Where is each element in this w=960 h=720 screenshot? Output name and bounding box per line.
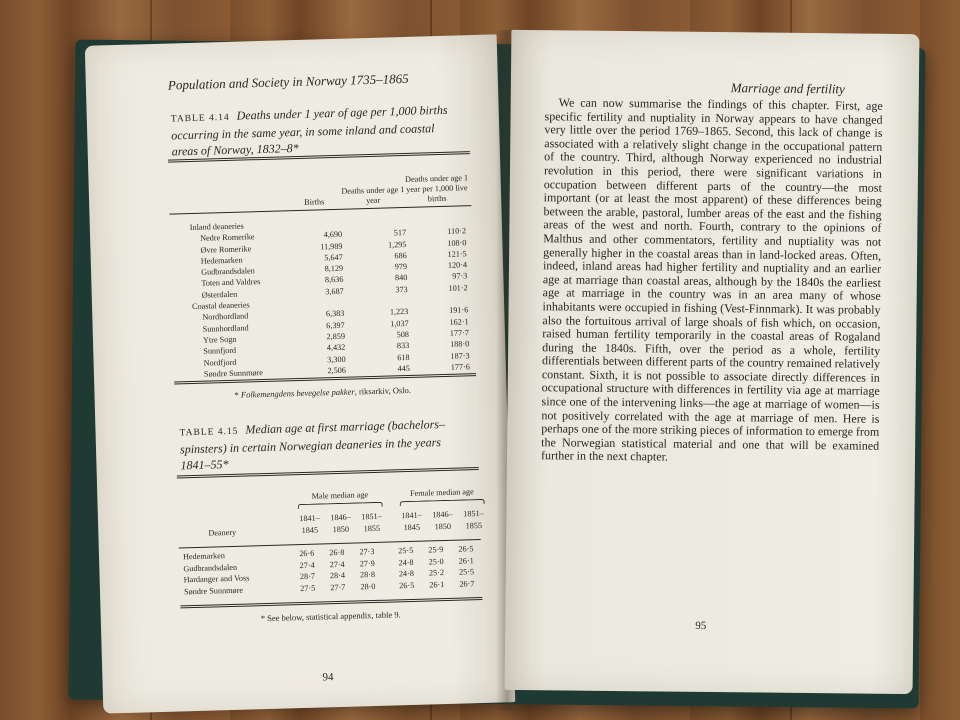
table-cell-female: 25·9 [428, 545, 444, 555]
table-4-15 [177, 485, 482, 597]
summary-paragraph: We can now summarise the findings of this chapter. First, age specific fertility and nuptiality in Norway appears to have changed very little over the period 1769–1865. Second, this lack of change is associated with a relatively slight change in the occupational pattern of the country. Third, although Norway experienced no industrial revolution in this period, there were significant variations in occupation between different parts of the country—the most important (or at least the most apparent) of these differences being between the arable, pastoral, lumber areas of the east and the fishing areas of the west and north. Fourth, contrary to the opinions of Malthus and other commentators, fertility and nuptiality was not generally higher in the coastal areas than in land-locked areas. Often, indeed, inland areas had higher fertility and nuptiality and an earlier age at marriage than coastal areas, although by the 1840s the earliest age at marriage in the country was in an area many of whose inhabitants were occupied in fishing (Vest-Finnmark). It was probably also the fortuitous arrival of large shoals of fish which, on occasion, raised human fertility temporarily in the coastal areas of Rogaland during the 1840s. Fifth, over the period as a whole, fertility differentials between different parts of the country remained relatively constant. Sixth, it is not possible to associate directly differences in occupational structure with differences in fertility via age at marriage since one of the intervening links—the age at marriage of women—is not positively correlated with the age at marriage of men. Here is perhaps one of the more striking pieces of information to emerge from the Norwegian statistical material and one that will be examined further in the next chapter. [540, 95, 883, 464]
table-cell-deanery: Hardanger and Voss [183, 573, 250, 585]
table-cell-area: Sunnfjord [203, 346, 237, 356]
female-median-header: Female median age [409, 487, 474, 498]
period-label: 1845 [403, 522, 421, 533]
table-bottom-rule [180, 597, 482, 608]
period-label: 1850 [434, 521, 452, 532]
table-cell-births: 2,859 [326, 331, 346, 342]
table-cell-births: 5,647 [324, 252, 343, 263]
table-cell-female: 26·7 [459, 578, 475, 589]
table-cell-female: 26·5 [458, 544, 474, 554]
period-label: 1841– [299, 513, 320, 524]
period-label: 1855 [363, 523, 381, 534]
table-cell-area: Gudbrandsdalen [200, 266, 255, 277]
table-cell-area: Øvre Romerike [200, 243, 252, 255]
table-cell-births: 3,300 [327, 354, 346, 364]
column-gap [382, 546, 391, 558]
table-cell-births: 2,506 [327, 365, 347, 376]
running-head-right: Marriage and fertility [730, 80, 845, 97]
table-cell-births: 4,690 [323, 230, 343, 240]
table-cell-births: 4,432 [326, 342, 346, 353]
right-page [505, 30, 920, 694]
table-4-15-header [177, 485, 484, 547]
left-page [85, 34, 515, 713]
table-cell-births: 6,383 [325, 309, 345, 319]
table-cell-rate: 162·1 [449, 316, 469, 327]
period-label: 1851– [463, 508, 484, 519]
table-cell-rate: 177·6 [450, 362, 470, 372]
table-cell-male: 28·8 [359, 569, 376, 580]
male-median-header: Male median age [311, 490, 369, 501]
table-cell-female: 26·1 [458, 555, 474, 566]
table-4-15-footnote: * See below, statistical appendix, table 9. [260, 609, 401, 624]
table-cell-rate: 101·2 [448, 283, 468, 293]
table-cell-male: 26·6 [299, 548, 315, 559]
period-label: 1841– [401, 510, 422, 521]
table-cell-deaths: 1,037 [390, 318, 409, 329]
table-cell-male: 27·9 [359, 558, 375, 568]
col-births: Births [304, 197, 325, 207]
page-number-left: 94 [322, 671, 334, 684]
table-cell-deanery: Gudbrandsdalen [183, 562, 238, 573]
table-cell-male: 27·4 [329, 559, 345, 569]
period-label: 1846– [432, 509, 453, 520]
table-cell-rate: 108·0 [447, 237, 467, 248]
female-brace [400, 499, 485, 506]
table-group-label: Inland deaneries [189, 221, 244, 233]
col-deaths: Deaths under age 1 year [341, 185, 405, 206]
table-cell-rate: 177·7 [449, 328, 470, 338]
table-4-14-number: TABLE 4.14 [170, 112, 230, 125]
col-rate: Deaths under age 1 year per 1,000 live births [404, 173, 469, 204]
table-cell-deaths: 686 [394, 250, 407, 261]
table-group-label: Coastal deaneries [191, 300, 250, 312]
table-cell-female: 24·8 [398, 568, 415, 579]
table-cell-deanery: Søndre Sunnmøre [183, 585, 244, 596]
table-cell-female: 25·5 [398, 545, 414, 556]
table-cell-rate: 121·5 [447, 249, 467, 259]
column-gap [382, 569, 391, 581]
table-cell-deaths: 618 [397, 352, 410, 362]
period-label: 1851– [361, 511, 382, 522]
table-cell-female: 26·1 [429, 579, 445, 589]
table-cell-births: 8,636 [324, 275, 344, 285]
table-cell-area: Sunnhordland [202, 323, 249, 334]
table-cell-rate: 188·0 [450, 339, 470, 350]
table-cell-female: 24·8 [398, 557, 414, 567]
table-cell-deaths: 1,295 [387, 239, 407, 250]
table-4-15-number: TABLE 4.15 [179, 426, 239, 439]
table-4-14 [168, 155, 476, 379]
table-cell-area: Søndre Sunnmøre [203, 367, 263, 379]
table-cell-deaths: 979 [394, 262, 408, 272]
deanery-header: Deanery [208, 527, 237, 538]
table-4-15-caption [179, 415, 472, 473]
table-4-14-body [170, 214, 476, 381]
male-brace [298, 502, 383, 509]
body-text [541, 96, 883, 467]
table-cell-male: 26·8 [329, 547, 345, 558]
table-cell-male: 27·3 [359, 546, 375, 557]
table-cell-deaths: 1,223 [389, 307, 409, 317]
table-cell-deaths: 517 [393, 228, 407, 238]
table-4-15-title: Median age at first marriage (bachelors–spinsters) in certain Norwegian deaneries in the years 1841–55* [179, 416, 446, 473]
table-cell-male: 28·0 [360, 581, 376, 591]
table-cell-female: 25·2 [428, 568, 445, 578]
table-cell-deaths: 445 [397, 363, 411, 374]
table-cell-area: Nordfjord [203, 357, 237, 368]
table-4-14-header [168, 155, 471, 213]
table-cell-area: Nedre Romerike [200, 232, 255, 244]
table-cell-rate: 187·3 [450, 350, 470, 361]
table-4-14-title: Deaths under 1 year of age per 1,000 births occurring in the same year, in some inland and coastal areas of Norway, 1832–8* [171, 102, 448, 159]
table-cell-rate: 191·6 [449, 305, 469, 316]
table-cell-male: 27·7 [330, 582, 346, 592]
table-cell-births: 11,989 [320, 241, 343, 251]
table-cell-deaths: 833 [396, 341, 410, 351]
table-4-14-footnote: * Folkemengdens bevegelse pakker, riksarkiv, Oslo. [234, 384, 412, 400]
table-cell-male: 28·4 [329, 570, 346, 581]
table-cell-male: 27·4 [299, 560, 315, 570]
table-cell-area: Toten and Valdres [201, 277, 261, 289]
table-cell-female: 26·5 [399, 580, 415, 590]
table-cell-male: 27·5 [300, 583, 316, 593]
table-cell-rate: 110·2 [447, 226, 467, 237]
column-gap [383, 580, 392, 592]
table-cell-deaths: 508 [396, 329, 410, 340]
table-cell-male: 28·7 [299, 571, 316, 582]
table-cell-area: Nordhordland [202, 311, 249, 323]
table-cell-deaths: 373 [395, 284, 408, 295]
table-cell-births: 3,687 [325, 286, 344, 297]
page-number-right: 95 [695, 619, 707, 632]
table-cell-deaths: 840 [394, 273, 408, 283]
table-cell-female: 25·0 [428, 556, 444, 566]
table-4-15-body [179, 543, 482, 597]
table-cell-deanery: Hedemarken [182, 551, 225, 562]
table-cell-area: Østerdalen [201, 289, 238, 300]
column-gap [382, 557, 391, 569]
table-cell-area: Ytre Sogn [202, 334, 237, 345]
period-label: 1850 [332, 524, 350, 535]
table-cell-births: 6,397 [326, 320, 345, 330]
running-head-left: Population and Society in Norway 1735–1865 [167, 70, 409, 93]
table-cell-rate: 97·3 [452, 271, 468, 282]
period-label: 1845 [301, 525, 319, 536]
table-4-14-caption [171, 101, 464, 159]
period-label: 1855 [465, 520, 483, 531]
table-cell-rate: 120·4 [447, 260, 468, 271]
table-cell-female: 25·5 [458, 567, 475, 577]
table-cell-area: Hedemarken [200, 255, 243, 266]
period-label: 1846– [330, 512, 351, 523]
table-cell-births: 8,129 [324, 263, 344, 274]
